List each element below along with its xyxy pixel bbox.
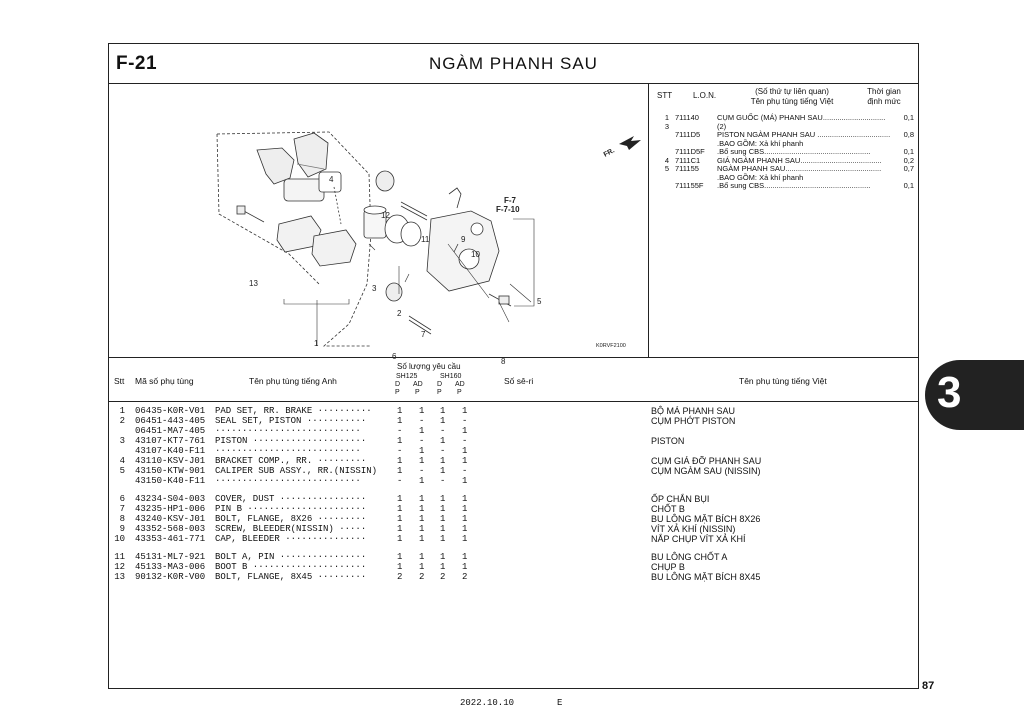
row-qty-sh125-d: 1 <box>397 406 403 416</box>
row-part-number: 43352-568-003 <box>135 524 206 534</box>
row-qty-sh160-ad: 2 <box>462 572 468 582</box>
row-number: 5 <box>119 466 125 476</box>
row-name-en: BOOT B ····················· <box>215 562 367 572</box>
row-qty-sh125-d: - <box>397 446 403 456</box>
row-name-vn: ỐP CHẮN BỤI <box>651 494 710 504</box>
row-qty-sh125-d: 1 <box>397 524 403 534</box>
lon-time: 0,2 <box>903 155 914 165</box>
row-part-number: 90132-K0R-V00 <box>135 572 206 582</box>
row-name-en: BRACKET COMP., RR. ········· <box>215 456 367 466</box>
row-name-en: ··························· <box>215 476 361 486</box>
callout-12: 12 <box>381 211 390 220</box>
row-qty-sh160-d: 1 <box>440 552 446 562</box>
lon-stt: 1 <box>664 113 670 122</box>
row-number: 13 <box>114 572 125 582</box>
row-number: 10 <box>114 534 125 544</box>
row-part-number: 43110-KSV-J01 <box>135 456 206 466</box>
row-qty-sh160-d: - <box>440 426 446 436</box>
row-qty-sh160-d: 1 <box>440 562 446 572</box>
row-part-number: 06451-443-405 <box>135 416 206 426</box>
row-qty-sh125-d: 1 <box>397 456 403 466</box>
lon-col-name-2: Tên phụ tùng tiếng Việt <box>750 97 834 106</box>
th-sub-0: D <box>395 381 401 388</box>
lon-name: CỤM GUỐC (MÁ) PHANH SAU.............................. <box>717 113 886 122</box>
lon-name: PISTON NGÀM PHANH SAU ................................... <box>717 130 891 139</box>
row-qty-sh160-ad: 1 <box>462 426 468 436</box>
table-row <box>109 504 918 514</box>
row-qty-sh125-ad: 1 <box>419 494 425 504</box>
row-qty-sh125-ad: 1 <box>419 534 425 544</box>
lon-rows <box>659 114 914 191</box>
row-part-number: 43150-K40-F11 <box>135 476 206 486</box>
callout-5: 5 <box>537 297 542 306</box>
lon-time: 0,1 <box>903 181 914 190</box>
table-row <box>109 534 918 544</box>
table-row <box>109 562 918 572</box>
row-part-number: 43235-HP1-006 <box>135 504 206 514</box>
row-qty-sh160-d: 1 <box>440 466 446 476</box>
callout-7: 7 <box>421 330 426 339</box>
footer-date: 2022.10.10 <box>460 698 515 708</box>
row-qty-sh160-d: 1 <box>440 514 446 524</box>
table-row <box>109 572 918 582</box>
row-qty-sh160-ad: 1 <box>462 534 468 544</box>
th-name-en: Tên phụ tùng tiếng Anh <box>249 376 337 386</box>
table-row <box>109 514 918 524</box>
th-qty: Số lượng yêu cầu <box>397 362 461 371</box>
row-qty-sh160-ad: 1 <box>462 562 468 572</box>
row-part-number: 43107-KT7-761 <box>135 436 206 446</box>
row-part-number: 43150-KTW-901 <box>135 466 206 476</box>
row-name-en: ··························· <box>215 426 361 436</box>
row-qty-sh160-d: 1 <box>440 456 446 466</box>
table-row <box>109 456 918 466</box>
row-qty-sh125-ad: 1 <box>419 562 425 572</box>
lon-code: 7111D5F <box>675 147 705 156</box>
row-qty-sh160-d: 1 <box>440 504 446 514</box>
callout-6: 6 <box>392 352 397 361</box>
row-name-en: COVER, DUST ················ <box>215 494 367 504</box>
row-part-number: 06451-MA7-405 <box>135 426 206 436</box>
section-tab-number: 3 <box>937 368 962 417</box>
lon-col-time-1: Thời gian <box>867 87 901 96</box>
row-qty-sh125-ad: 2 <box>419 572 425 582</box>
lon-name: .Bổ sung CBS................................................... <box>717 181 871 190</box>
lon-stt <box>659 182 675 191</box>
row-qty-sh125-ad: 1 <box>419 406 425 416</box>
row-qty-sh125-d: - <box>397 426 403 436</box>
lon-code: 7111C1 <box>675 155 701 165</box>
table-row <box>109 406 918 416</box>
row-qty-sh125-ad: - <box>419 436 425 446</box>
page-number: 87 <box>922 680 935 692</box>
ref-f7: F-7 <box>504 196 516 205</box>
callout-9: 9 <box>461 235 466 244</box>
row-name-en: BOLT A, PIN ················ <box>215 552 367 562</box>
table-row <box>109 476 918 486</box>
lon-code: 7111D5 <box>675 130 701 139</box>
row-number: 11 <box>114 552 125 562</box>
row-qty-sh125-ad: 1 <box>419 456 425 466</box>
lon-name: NGÀM PHANH SAU.............................................. <box>717 164 882 173</box>
row-number: 4 <box>119 456 125 466</box>
row-name-vn: PISTON <box>651 436 685 446</box>
table-row <box>109 494 918 504</box>
section-tab[interactable] <box>925 360 1024 430</box>
th-sub2-1: P <box>415 389 420 396</box>
row-name-vn: BU LÔNG CHỐT A <box>651 552 728 562</box>
row-qty-sh125-d: 1 <box>397 436 403 446</box>
row-qty-sh125-ad: 1 <box>419 426 425 436</box>
lon-stt <box>659 174 675 183</box>
th-sub-2: D <box>437 381 443 388</box>
row-name-vn: NẮP CHỤP VÍT XẢ KHÍ <box>651 534 746 544</box>
lon-stt <box>659 131 675 140</box>
labor-operation-panel <box>649 84 919 357</box>
th-model2: SH160 <box>440 373 462 380</box>
row-qty-sh160-ad: 1 <box>462 476 468 486</box>
lon-col-stt: STT <box>657 91 673 100</box>
th-serial: Số sê-ri <box>504 376 534 386</box>
row-qty-sh160-ad: 1 <box>462 504 468 514</box>
row-qty-sh160-ad: 1 <box>462 552 468 562</box>
row-qty-sh125-d: 1 <box>397 466 403 476</box>
lon-name: .BAO GỒM: Xả khí phanh <box>717 138 804 148</box>
row-qty-sh160-ad: - <box>462 466 468 476</box>
lon-stt <box>659 140 675 149</box>
ref-f7-10: F-7-10 <box>496 205 520 214</box>
lon-col-lon: L.O.N. <box>693 91 717 100</box>
row-number: 8 <box>119 514 125 524</box>
table-row <box>109 416 918 426</box>
row-name-en: ··························· <box>215 446 361 456</box>
lon-name: GIÁ NGÀM PHANH SAU....................................... <box>717 155 882 165</box>
lon-code: 711140 <box>675 113 699 122</box>
row-name-en: CAP, BLEEDER ··············· <box>215 534 367 544</box>
row-name-en: SCREW, BLEEDER(NISSIN) ····· <box>215 524 367 534</box>
parts-diagram <box>109 84 649 366</box>
row-part-number: 45131-ML7-921 <box>135 552 206 562</box>
row-name-vn: BỘ MÁ PHANH SAU <box>651 406 736 416</box>
row-number: 12 <box>114 562 125 572</box>
parts-table-header <box>109 357 918 402</box>
row-qty-sh160-ad: 1 <box>462 494 468 504</box>
page-frame <box>108 43 919 689</box>
row-qty-sh125-ad: 1 <box>419 524 425 534</box>
row-name-en: BOLT, FLANGE, 8X45 ········· <box>215 572 367 582</box>
row-qty-sh160-ad: 1 <box>462 524 468 534</box>
row-number: 1 <box>119 406 125 416</box>
row-part-number: 06435-K0R-V01 <box>135 406 206 416</box>
section-code: F-21 <box>116 53 158 74</box>
row-qty-sh160-ad: 1 <box>462 456 468 466</box>
row-qty-sh125-d: 1 <box>397 534 403 544</box>
row-name-en: CALIPER SUB ASSY., RR.(NISSIN) <box>215 466 378 476</box>
th-sub2-2: P <box>437 389 442 396</box>
th-stt: Stt <box>114 376 125 386</box>
row-name-en: PISTON ····················· <box>215 436 367 446</box>
row-number: 2 <box>119 416 125 426</box>
row-qty-sh125-ad: 1 <box>419 504 425 514</box>
row-part-number: 43353-461-771 <box>135 534 206 544</box>
lon-code: 711155F <box>675 181 704 190</box>
row-qty-sh125-d: 1 <box>397 562 403 572</box>
row-qty-sh160-d: 1 <box>440 406 446 416</box>
row-name-vn: CHỤP B <box>651 562 685 572</box>
page-title: NGÀM PHANH SAU <box>429 54 598 73</box>
th-name-vn: Tên phụ tùng tiếng Việt <box>739 376 827 386</box>
lon-time: 0,8 <box>903 130 914 139</box>
lon-time: 0,1 <box>903 113 914 122</box>
row-qty-sh160-d: - <box>440 446 446 456</box>
row-qty-sh125-d: 1 <box>397 552 403 562</box>
row-name-en: PAD SET, RR. BRAKE ·········· <box>215 406 372 416</box>
fr-label: FR. <box>602 147 616 159</box>
row-qty-sh125-d: 1 <box>397 494 403 504</box>
lon-time: 0,1 <box>903 147 914 156</box>
callout-10: 10 <box>471 250 480 259</box>
row-qty-sh125-d: 2 <box>397 572 403 582</box>
callout-4: 4 <box>329 175 334 184</box>
row-name-vn: BU LÔNG MẶT BÍCH 8X45 <box>651 572 761 582</box>
table-row <box>109 552 918 562</box>
row-qty-sh160-d: 2 <box>440 572 446 582</box>
row-part-number: 43240-KSV-J01 <box>135 514 206 524</box>
row-qty-sh125-ad: 1 <box>419 446 425 456</box>
row-number: 6 <box>119 494 125 504</box>
row-qty-sh125-ad: - <box>419 416 425 426</box>
row-number: 9 <box>119 524 125 534</box>
callout-13: 13 <box>249 279 258 288</box>
row-qty-sh160-d: 1 <box>440 534 446 544</box>
lon-stt: 4 <box>664 155 670 165</box>
row-qty-sh160-ad: 1 <box>462 514 468 524</box>
table-row <box>109 426 918 436</box>
table-row <box>109 524 918 534</box>
lon-name: .Bổ sung CBS................................................... <box>717 147 871 156</box>
callout-2: 2 <box>397 309 402 318</box>
row-qty-sh160-d: 1 <box>440 436 446 446</box>
lon-stt: 5 <box>664 164 670 173</box>
callout-8: 8 <box>501 357 506 366</box>
row-part-number: 43234-S04-003 <box>135 494 206 504</box>
row-qty-sh125-ad: 1 <box>419 476 425 486</box>
row-name-vn: BU LÔNG MẶT BÍCH 8X26 <box>651 514 761 524</box>
row-qty-sh160-ad: 1 <box>462 446 468 456</box>
row-qty-sh160-ad: 1 <box>462 406 468 416</box>
row-name-vn: CỤM PHỚT PISTON <box>651 416 736 426</box>
lon-row <box>659 114 914 123</box>
th-sub-1: AD <box>413 381 423 388</box>
row-qty-sh160-d: - <box>440 476 446 486</box>
header-bar <box>109 44 918 84</box>
callout-3: 3 <box>372 284 377 293</box>
lon-name: .BAO GỒM: Xả khí phanh <box>717 172 804 182</box>
row-qty-sh160-d: 1 <box>440 494 446 504</box>
th-part-no: Mã số phụ tùng <box>135 376 194 386</box>
lon-name: (2) <box>717 121 727 131</box>
row-qty-sh125-d: - <box>397 476 403 486</box>
lon-time: 0,7 <box>903 164 914 173</box>
row-name-vn: CỤM GIÁ ĐỠ PHANH SAU <box>651 456 762 466</box>
th-model1: SH125 <box>396 373 418 380</box>
row-qty-sh125-d: 1 <box>397 504 403 514</box>
row-qty-sh160-ad: - <box>462 416 468 426</box>
row-name-vn: CỤM NGÀM SAU (NISSIN) <box>651 466 761 476</box>
row-qty-sh125-d: 1 <box>397 514 403 524</box>
lon-col-name-1: (Số thứ tự liên quan) <box>755 87 829 96</box>
row-number: 7 <box>119 504 125 514</box>
image-code: K0RVF2100 <box>596 343 626 349</box>
row-part-number: 43107-K40-F11 <box>135 446 206 456</box>
th-sub2-3: P <box>457 389 462 396</box>
row-qty-sh125-ad: 1 <box>419 552 425 562</box>
row-qty-sh125-d: 1 <box>397 416 403 426</box>
lon-col-time-2: định mức <box>867 97 901 106</box>
th-sub-3: AD <box>455 381 465 388</box>
fr-arrow-icon <box>619 136 641 150</box>
table-row <box>109 466 918 476</box>
row-qty-sh125-ad: - <box>419 466 425 476</box>
table-row <box>109 446 918 456</box>
row-number: 3 <box>119 436 125 446</box>
row-name-vn: CHỐT B <box>651 504 685 514</box>
row-qty-sh160-d: 1 <box>440 416 446 426</box>
row-part-number: 45133-MA3-006 <box>135 562 206 572</box>
row-name-vn: VÍT XẢ KHÍ (NISSIN) <box>651 524 736 534</box>
row-qty-sh160-ad: - <box>462 436 468 446</box>
lon-code: 711155 <box>675 164 699 173</box>
row-name-en: PIN B ······················ <box>215 504 367 514</box>
row-qty-sh125-ad: 1 <box>419 514 425 524</box>
exploded-view-drawing <box>109 84 649 366</box>
callout-11: 11 <box>421 235 430 244</box>
table-row <box>109 436 918 446</box>
callout-1: 1 <box>314 339 319 348</box>
footer-edition: E <box>557 698 563 708</box>
row-name-en: BOLT, FLANGE, 8X26 ········· <box>215 514 367 524</box>
row-qty-sh160-d: 1 <box>440 524 446 534</box>
lon-row <box>659 182 914 191</box>
row-name-en: SEAL SET, PISTON ··········· <box>215 416 367 426</box>
lon-stt: 3 <box>664 121 670 131</box>
th-sub2-0: P <box>395 389 400 396</box>
